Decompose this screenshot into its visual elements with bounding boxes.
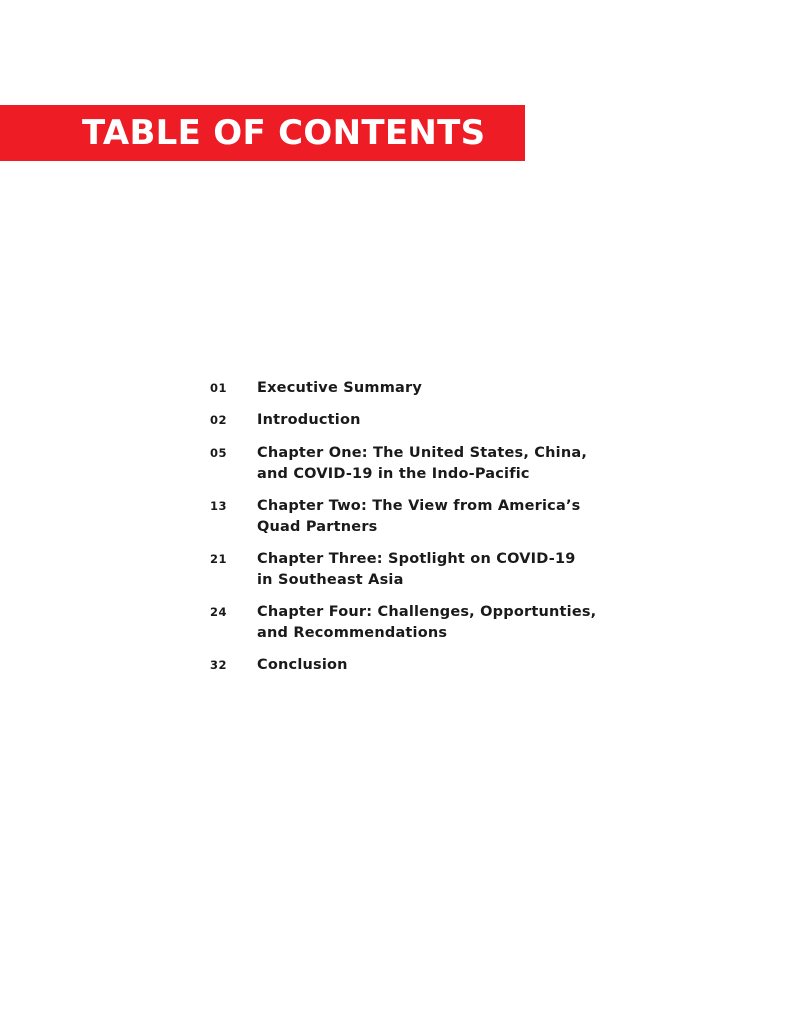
toc-title-line: Introduction <box>257 412 361 428</box>
toc-title-line: Conclusion <box>257 657 348 673</box>
toc-entry-title <box>257 602 597 644</box>
toc-page-number: 24 <box>210 605 228 619</box>
toc-entry-title <box>257 378 597 399</box>
toc-page-number: 21 <box>210 552 228 566</box>
toc-title-line: Chapter Three: Spotlight on COVID-19 <box>257 551 576 567</box>
toc-page-number: 02 <box>210 413 228 427</box>
page-title: TABLE OF CONTENTS <box>82 113 486 153</box>
toc-entry-title <box>257 655 597 676</box>
toc-title-line: in Southeast Asia <box>257 572 404 588</box>
toc-title-line: Chapter Two: The View from America’s <box>257 498 581 514</box>
toc-entry-title <box>257 410 597 431</box>
toc-page-number: 05 <box>210 446 228 460</box>
toc-entry-title <box>257 496 597 538</box>
toc-title-line: Chapter Four: Challenges, Opportunties, <box>257 604 597 620</box>
toc-title-line: Quad Partners <box>257 519 378 535</box>
title-banner <box>0 105 525 161</box>
toc-entry-title <box>257 549 597 591</box>
toc-title-line: and Recommendations <box>257 625 448 641</box>
toc-page-number: 01 <box>210 381 228 395</box>
toc-page-number: 32 <box>210 658 228 672</box>
toc-title-line: Executive Summary <box>257 380 423 396</box>
toc-entry-title <box>257 443 597 485</box>
toc-title-line: Chapter One: The United States, China, <box>257 445 588 461</box>
toc-page-number: 13 <box>210 499 228 513</box>
toc-title-line: and COVID-19 in the Indo-Pacific <box>257 466 530 482</box>
